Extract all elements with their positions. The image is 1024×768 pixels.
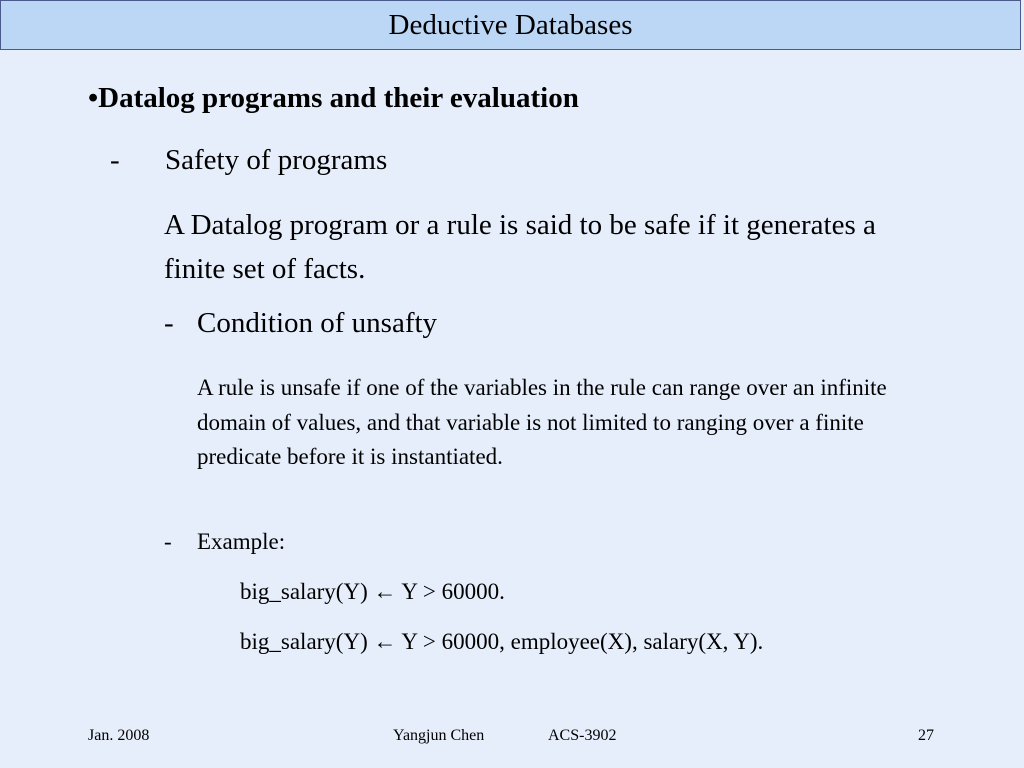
safety-definition: A Datalog program or a rule is said to be safe if it generates a finite set of facts. — [164, 209, 876, 285]
example-rule-1: big_salary(Y) ← Y > 60000. — [240, 579, 505, 604]
footer-author: Yangjun Chen — [393, 727, 485, 744]
footer-course: ACS-3902 — [548, 727, 617, 744]
dash-marker: - — [164, 307, 174, 339]
condition-item — [164, 307, 437, 340]
example-label: Example: — [197, 529, 286, 554]
page-number: 27 — [918, 727, 934, 744]
example-item — [164, 529, 285, 555]
safety-item — [110, 144, 387, 177]
safety-label: Safety of programs — [165, 144, 388, 176]
slide-title: Deductive Databases — [388, 8, 633, 41]
dash-marker: - — [164, 529, 172, 554]
title-bar — [0, 0, 1021, 50]
condition-label: Condition of unsafty — [197, 307, 438, 339]
footer-date: Jan. 2008 — [88, 727, 150, 744]
example-rule-2: big_salary(Y) ← Y > 60000, employee(X), salary(X, Y). — [240, 629, 764, 654]
bullet-heading: •Datalog programs and their evaluation — [88, 82, 579, 114]
dash-marker: - — [110, 144, 120, 176]
unsafe-definition: A rule is unsafe if one of the variables in the rule can range over an infinite domain of values, and that variable is not limited to ranging over a finite predicate before it is instantiated. — [197, 375, 887, 469]
